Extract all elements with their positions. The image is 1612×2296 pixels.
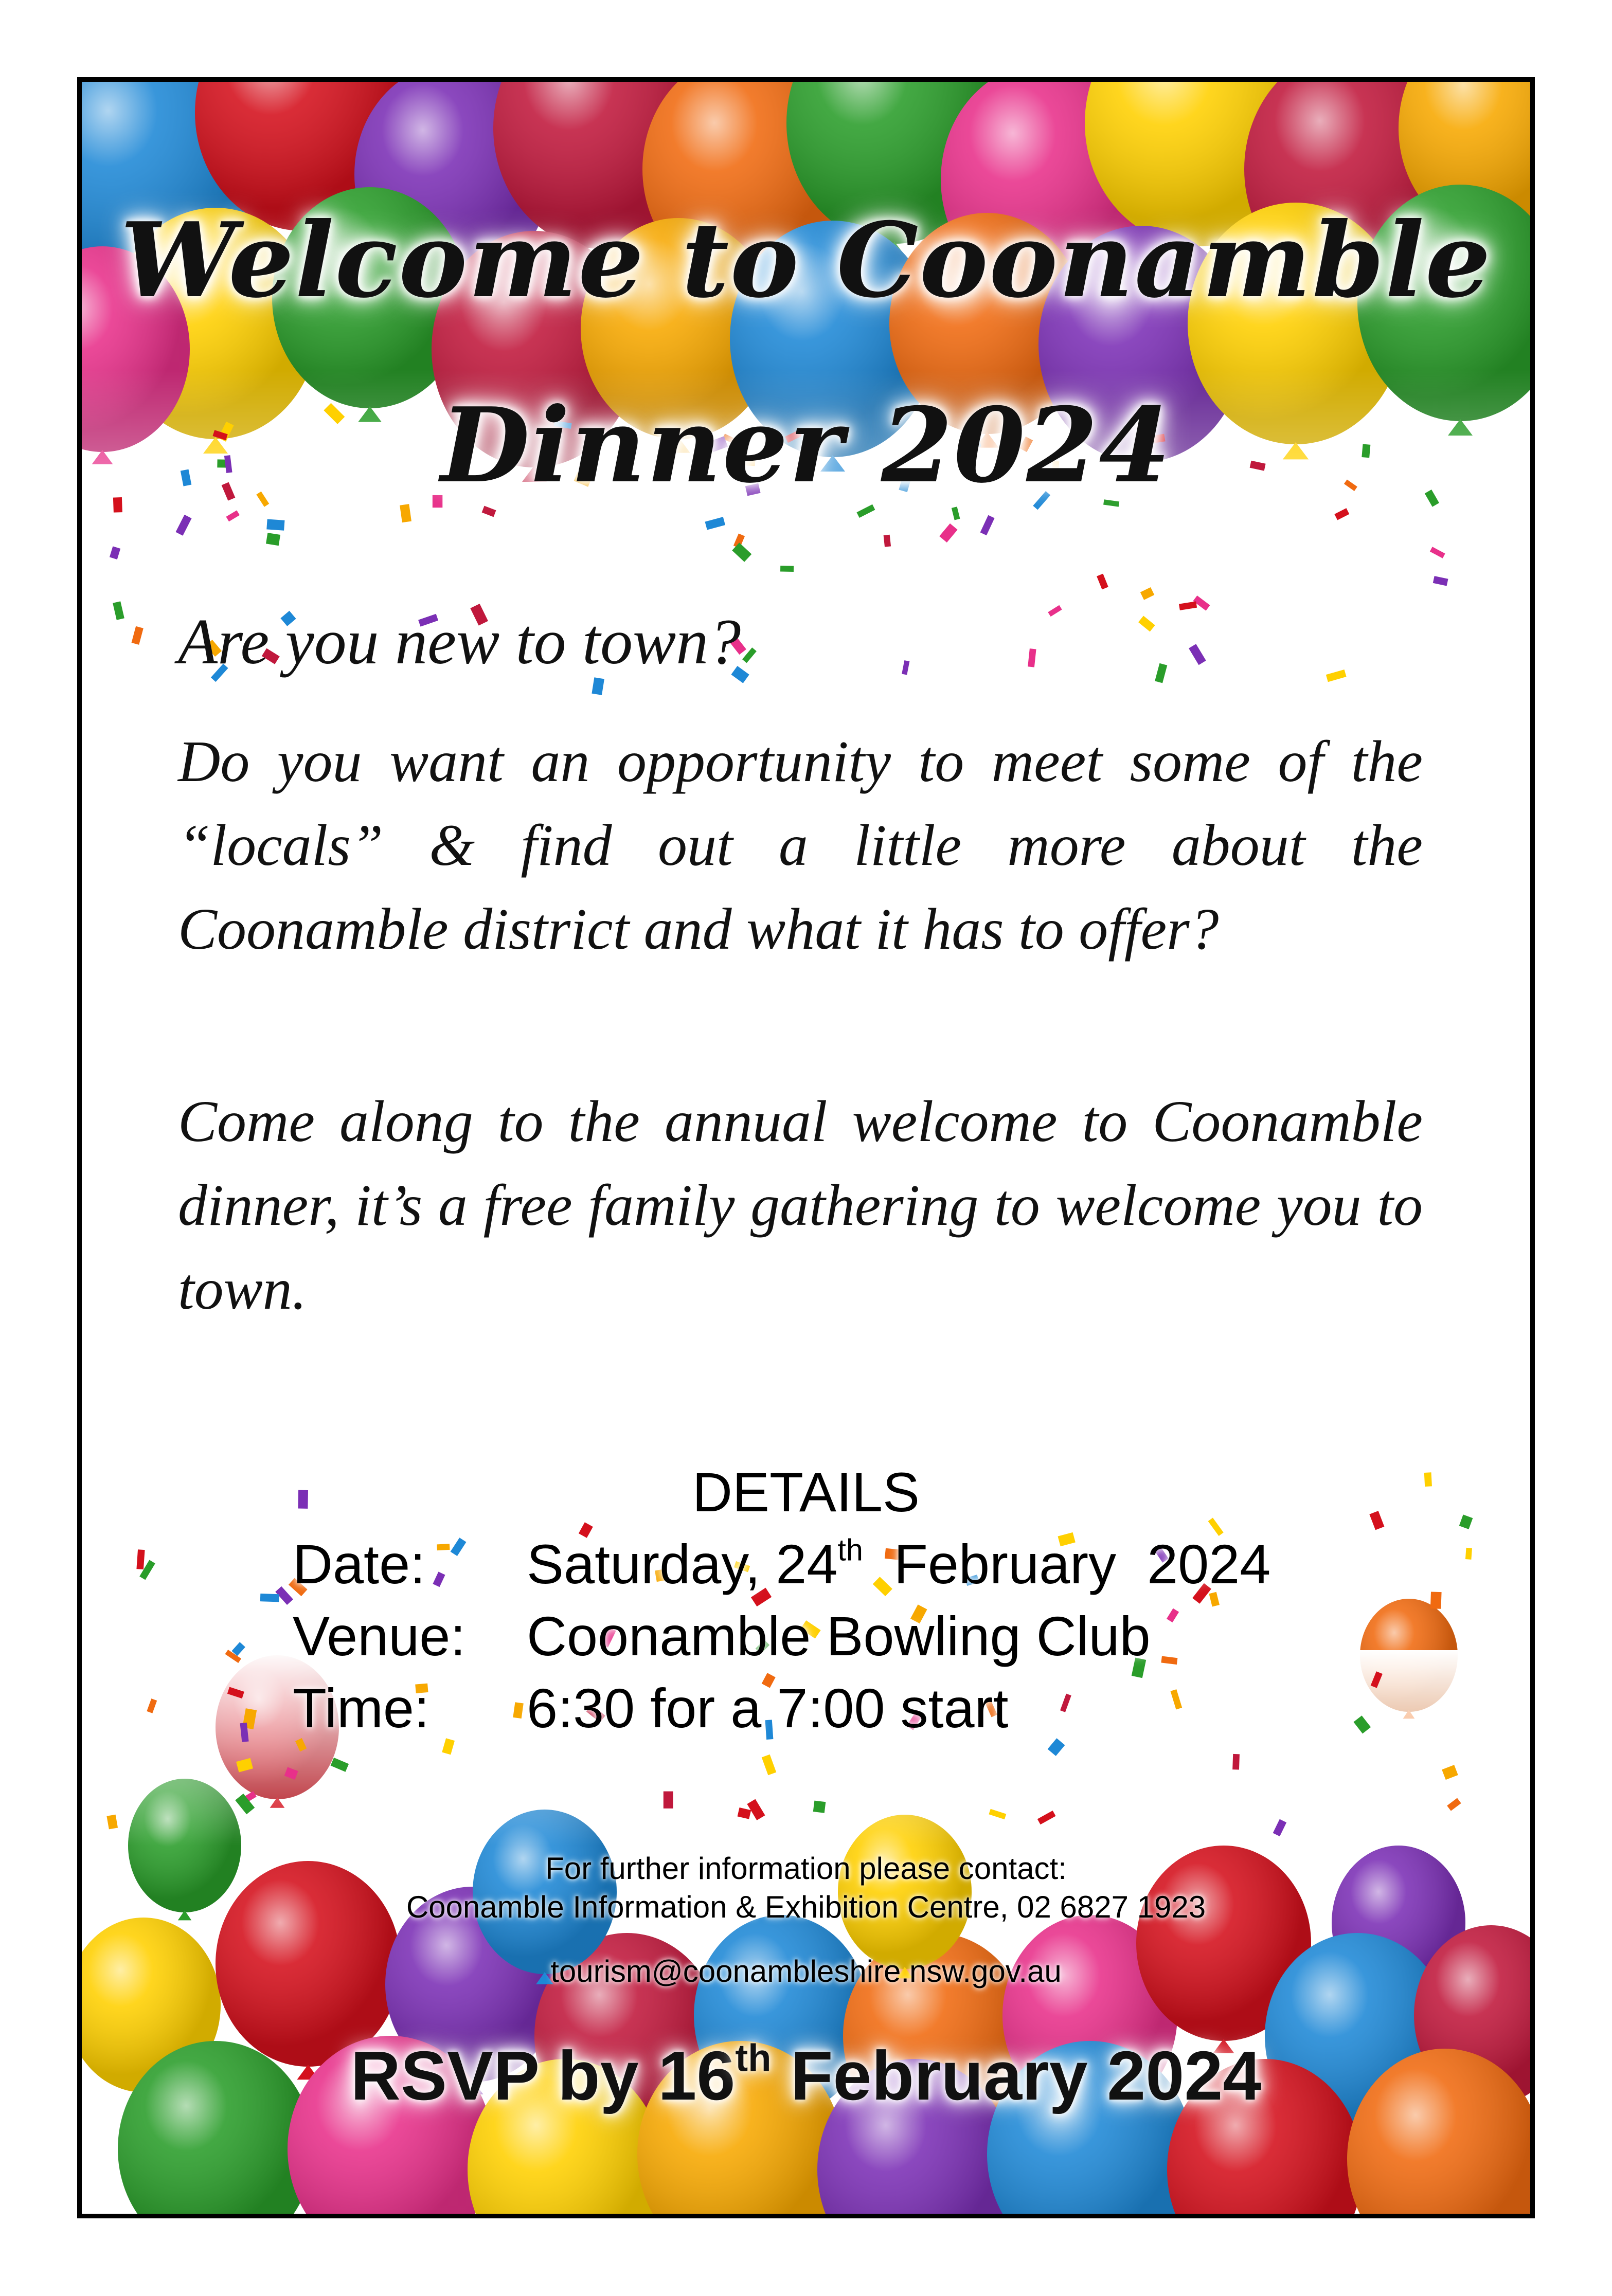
date-value-day: Saturday, 24 bbox=[527, 1533, 838, 1595]
confetti-piece bbox=[266, 533, 280, 546]
details-heading: DETAILS bbox=[692, 1461, 920, 1523]
confetti-piece bbox=[437, 1544, 450, 1550]
intro-question: Are you new to town? bbox=[178, 606, 741, 678]
date-value-month-year: February 2024 bbox=[863, 1533, 1271, 1595]
confetti-piece bbox=[884, 535, 891, 547]
confetti-piece bbox=[813, 1801, 826, 1813]
time-label: Time: bbox=[293, 1677, 429, 1739]
rsvp-prefix: RSVP by 16 bbox=[350, 2037, 736, 2114]
time-value: 6:30 for a 7:00 start bbox=[527, 1677, 1009, 1739]
venue-label: Venue: bbox=[293, 1605, 466, 1667]
rsvp-ordinal: th bbox=[735, 2036, 772, 2080]
date-label: Date: bbox=[293, 1533, 426, 1595]
venue-value: Coonamble Bowling Club bbox=[527, 1605, 1151, 1667]
confetti-piece bbox=[1167, 1608, 1179, 1622]
confetti-piece bbox=[451, 1538, 467, 1556]
date-value bbox=[527, 1532, 1270, 1596]
confetti-piece bbox=[433, 1572, 445, 1587]
confetti-piece bbox=[1465, 1548, 1472, 1560]
contact-centre-phone: Coonamble Information & Exhibition Centre, 02 6827 1923 bbox=[406, 1890, 1206, 1924]
rsvp-deadline bbox=[82, 2036, 1530, 2116]
confetti-piece bbox=[136, 1549, 145, 1569]
confetti-piece bbox=[780, 566, 794, 572]
rsvp-suffix: February 2024 bbox=[771, 2037, 1262, 2114]
confetti-piece bbox=[266, 519, 284, 531]
confetti-piece bbox=[260, 1594, 279, 1602]
confetti-piece bbox=[1232, 1754, 1240, 1770]
flyer-frame bbox=[77, 77, 1535, 2218]
contact-email-link[interactable]: tourism@coonambleshire.nsw.gov.au bbox=[550, 1954, 1062, 1988]
intro-paragraph-invitation: Come along to the annual welcome to Coonamble dinner, it’s a free family gathering to welcome you to town. bbox=[178, 1089, 1423, 1322]
confetti-piece bbox=[1430, 1592, 1442, 1608]
contact-heading: For further information please contact: bbox=[545, 1851, 1067, 1886]
date-ordinal: th bbox=[837, 1532, 863, 1567]
title-line-1: Welcome to Coonamble bbox=[120, 200, 1492, 321]
confetti-piece bbox=[664, 1792, 673, 1809]
title-line-2: Dinner 2024 bbox=[440, 385, 1172, 506]
intro-paragraph-opportunity: Do you want an opportunity to meet some of the “locals” & find out a little more about the Coonamble district and what it has to offer? bbox=[178, 729, 1423, 962]
